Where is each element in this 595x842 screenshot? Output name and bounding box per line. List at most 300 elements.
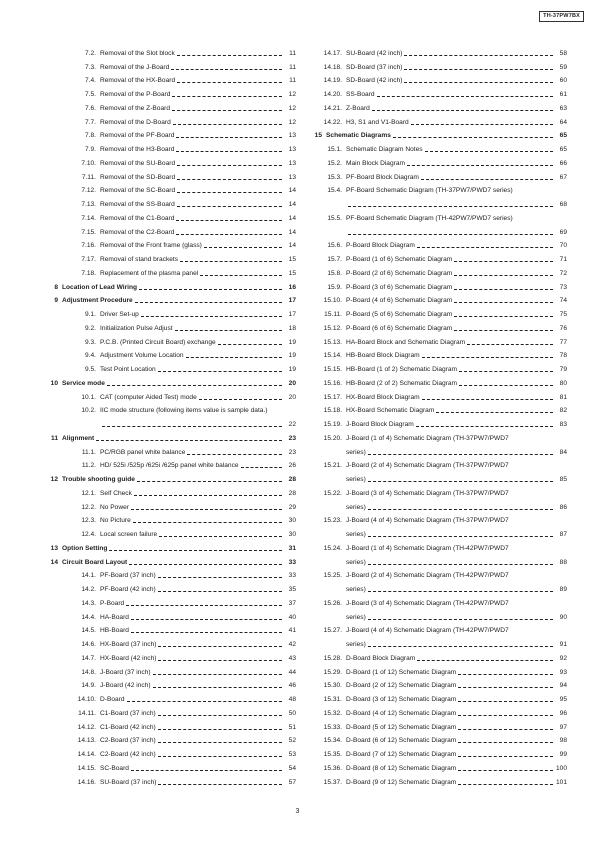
- toc-entry[interactable]: [46, 512, 296, 526]
- toc-entry[interactable]: [312, 154, 567, 168]
- toc-entry-continuation[interactable]: [46, 415, 296, 429]
- toc-entry[interactable]: [46, 99, 296, 113]
- toc-entry-page: 28: [288, 489, 296, 497]
- toc-entry-number: 7.13.: [81, 201, 96, 208]
- toc-entry-title: C1-Board (42 inch): [100, 723, 156, 731]
- toc-entry-page: 17: [288, 297, 296, 305]
- toc-entry-number: 12.3.: [81, 517, 96, 525]
- toc-entry-page: 35: [288, 586, 296, 593]
- toc-dot-leader: [422, 357, 553, 358]
- toc-entry[interactable]: [312, 429, 567, 443]
- toc-entry-page: 96: [559, 709, 567, 717]
- toc-entry-page: 18: [288, 324, 296, 332]
- toc-entry-page: 43: [288, 654, 296, 662]
- toc-entry-title: Removal of the H3-Board: [100, 146, 175, 153]
- toc-entry-page: 65: [559, 132, 567, 140]
- toc-entry[interactable]: [312, 360, 567, 374]
- toc-entry[interactable]: [46, 168, 296, 182]
- toc-entry-title: Removal of the PF-Board: [100, 132, 175, 140]
- toc-entry-page: 89: [559, 586, 567, 593]
- toc-entry[interactable]: [46, 388, 296, 402]
- toc-entry-title: J-Board (42 inch): [100, 682, 151, 690]
- toc-entry-page: 13: [288, 173, 296, 181]
- toc-entry-number: 10.1.: [81, 393, 96, 401]
- toc-entry[interactable]: [312, 663, 567, 677]
- toc-entry-number: 10: [50, 379, 58, 387]
- toc-entry[interactable]: [312, 677, 567, 691]
- toc-entry-number: 9.4.: [85, 352, 96, 360]
- toc-entry-page: 30: [288, 517, 296, 525]
- toc-entry-page: 13: [288, 159, 296, 167]
- toc-entry-page: 31: [288, 544, 296, 552]
- toc-entry[interactable]: [312, 567, 567, 581]
- toc-entry[interactable]: [312, 250, 567, 264]
- toc-entry-page: 76: [559, 324, 567, 332]
- toc-entry-page: 95: [559, 696, 567, 703]
- toc-chapter-entry[interactable]: [312, 127, 567, 141]
- toc-chapter-entry[interactable]: [46, 292, 296, 306]
- model-number-box: TH-37PW7BX: [539, 11, 584, 22]
- toc-entry-title: Trouble shooting guide: [62, 476, 135, 483]
- toc-entry[interactable]: [46, 347, 296, 361]
- toc-entry[interactable]: [46, 85, 296, 99]
- toc-entry[interactable]: [312, 209, 567, 223]
- toc-entry-page: 73: [559, 283, 567, 291]
- toc-entry-page: 19: [288, 352, 296, 360]
- toc-entry-page: 23: [288, 448, 296, 456]
- toc-dot-leader: [368, 481, 553, 482]
- toc-entry-title: SU-Board (37 inch): [100, 778, 157, 786]
- toc-entry-number: 7.4.: [85, 77, 96, 85]
- toc-entry[interactable]: [312, 484, 567, 498]
- toc-entry-page: 54: [288, 764, 296, 772]
- toc-chapter-entry[interactable]: [46, 278, 296, 292]
- toc-entry-title: series): [346, 503, 366, 511]
- toc-dot-leader: [458, 701, 553, 702]
- toc-dot-leader: [102, 426, 282, 427]
- toc-dot-leader: [141, 316, 282, 317]
- toc-entry[interactable]: [46, 457, 296, 471]
- toc-entry-title: D-Board (9 of 12) Schematic Diagram: [346, 778, 457, 786]
- toc-dot-leader: [218, 344, 282, 345]
- toc-dot-leader: [411, 124, 553, 125]
- toc-entry[interactable]: [46, 223, 296, 237]
- toc-chapter-entry[interactable]: [46, 429, 296, 443]
- toc-chapter-entry[interactable]: [46, 470, 296, 484]
- toc-entry-page: 64: [559, 118, 567, 126]
- toc-entry-page: 46: [288, 682, 296, 690]
- toc-entry-number: 14.2.: [81, 586, 96, 593]
- toc-entry[interactable]: [312, 85, 567, 99]
- toc-entry-number: 9.2.: [85, 324, 96, 332]
- toc-entry[interactable]: [46, 127, 296, 141]
- toc-entry-title: J-Board (3 of 4) Schematic Diagram (TH-37PW7/PWD7: [346, 489, 509, 497]
- toc-entry-number: 14.12.: [77, 723, 96, 731]
- toc-entry[interactable]: [312, 415, 567, 429]
- toc-entry[interactable]: [46, 580, 296, 594]
- toc-entry[interactable]: [312, 732, 567, 746]
- toc-entry-title: D-Board: [100, 696, 125, 703]
- toc-entry-number: 15.1.: [327, 146, 342, 153]
- toc-dot-leader: [416, 426, 553, 427]
- toc-entry[interactable]: [46, 745, 296, 759]
- toc-entry-number: 15.8.: [327, 269, 342, 277]
- toc-entry-continuation[interactable]: [312, 223, 567, 237]
- toc-entry-number: 15.28.: [323, 654, 342, 662]
- toc-entry[interactable]: [312, 319, 567, 333]
- toc-entry[interactable]: [312, 182, 567, 196]
- toc-entry-title: C2-Board (42 inch): [100, 751, 156, 758]
- toc-entry[interactable]: [312, 278, 567, 292]
- toc-entry-title: Removal of the Z-Board: [100, 104, 170, 112]
- toc-dot-leader: [177, 165, 282, 166]
- toc-entry-page: 85: [559, 476, 567, 483]
- toc-entry[interactable]: [46, 759, 296, 773]
- toc-entry-number: 7.18.: [81, 269, 96, 277]
- toc-entry-title: D-Board (4 of 12) Schematic Diagram: [346, 709, 457, 717]
- toc-entry-page: 50: [288, 709, 296, 717]
- toc-entry[interactable]: [312, 140, 567, 154]
- toc-entry[interactable]: [46, 402, 296, 416]
- toc-entry[interactable]: [312, 374, 567, 388]
- toc-entry-number: 15.13.: [323, 338, 342, 346]
- toc-entry-number: 14.1.: [81, 572, 96, 580]
- toc-entry-page: 98: [559, 737, 567, 745]
- toc-entry-page: 53: [288, 751, 296, 758]
- toc-entry-page: 92: [559, 654, 567, 662]
- toc-entry-page: 72: [559, 269, 567, 277]
- toc-entry[interactable]: [312, 237, 567, 251]
- toc-dot-leader: [454, 275, 553, 276]
- toc-entry[interactable]: [312, 292, 567, 306]
- toc-dot-leader: [137, 481, 282, 482]
- toc-entry[interactable]: [312, 649, 567, 663]
- toc-entry[interactable]: [46, 58, 296, 72]
- toc-entry-page: 87: [559, 531, 567, 538]
- toc-entry[interactable]: [46, 237, 296, 251]
- toc-dot-leader: [131, 509, 282, 510]
- toc-entry-page: 14: [288, 201, 296, 208]
- toc-entry-number: 14.18.: [323, 63, 342, 71]
- toc-entry-continuation[interactable]: [312, 580, 567, 594]
- toc-entry-title: Removal of the P-Board: [100, 91, 171, 98]
- toc-entry-title: series): [346, 613, 366, 621]
- toc-entry-continuation[interactable]: [312, 525, 567, 539]
- toc-dot-leader: [454, 289, 553, 290]
- toc-entry-number: 11.2.: [81, 462, 96, 470]
- toc-entry-page: 33: [288, 558, 296, 566]
- toc-dot-leader: [454, 330, 553, 331]
- toc-entry-title: P-Board (4 of 6) Schematic Diagram: [346, 297, 453, 305]
- toc-entry-number: 7.7.: [85, 118, 96, 126]
- toc-dot-leader: [177, 192, 282, 193]
- toc-entry-number: 15.19.: [323, 421, 342, 428]
- toc-entry-title: P-Board Block Diagram: [346, 242, 415, 250]
- toc-entry[interactable]: [46, 140, 296, 154]
- toc-dot-leader: [131, 770, 282, 771]
- toc-entry-number: 15.17.: [323, 393, 342, 401]
- toc-entry-title: J-Board (1 of 4) Schematic Diagram (TH-37PW7/PWD7: [346, 434, 509, 442]
- toc-entry-title: HB-Board (2 of 2) Schematic Diagram: [346, 379, 458, 387]
- toc-entry-page: 37: [288, 599, 296, 607]
- toc-entry[interactable]: [46, 195, 296, 209]
- toc-entry-title: Removal of the SS-Board: [100, 201, 175, 208]
- toc-entry-number: 15.34.: [323, 737, 342, 745]
- toc-entry-title: Removal of the HX-Board: [100, 77, 176, 85]
- toc-entry-title: SU-Board (42 inch): [346, 49, 403, 57]
- toc-entry-page: 77: [559, 338, 567, 346]
- toc-dot-leader: [176, 220, 282, 221]
- toc-entry[interactable]: [46, 44, 296, 58]
- toc-entry[interactable]: [46, 264, 296, 278]
- toc-dot-leader: [377, 96, 553, 97]
- toc-entry-title: Option Setting: [62, 544, 108, 552]
- toc-entry[interactable]: [46, 635, 296, 649]
- toc-entry[interactable]: [46, 319, 296, 333]
- toc-entry[interactable]: [46, 649, 296, 663]
- toc-entry-page: 82: [559, 407, 567, 415]
- toc-entry-title: HX-Board (42 inch): [100, 654, 157, 662]
- toc-entry[interactable]: [46, 567, 296, 581]
- toc-entry-number: 14.11.: [78, 709, 96, 717]
- toc-entry-page: 74: [559, 297, 567, 305]
- toc-dot-leader: [171, 69, 282, 70]
- toc-entry-number: 12: [50, 476, 58, 483]
- toc-entry[interactable]: [312, 773, 567, 787]
- toc-entry[interactable]: [312, 622, 567, 636]
- toc-entry[interactable]: [312, 333, 567, 347]
- toc-entry-number: 15: [314, 132, 322, 140]
- toc-dot-leader: [459, 371, 553, 372]
- toc-dot-leader: [458, 742, 553, 743]
- toc-entry-title: Circuit Board Layout: [62, 558, 128, 566]
- toc-dot-leader: [177, 206, 282, 207]
- toc-entry[interactable]: [46, 663, 296, 677]
- toc-entry[interactable]: [46, 594, 296, 608]
- toc-entry-title: series): [346, 476, 366, 483]
- toc-entry-title: J-Board (37 inch): [100, 668, 151, 676]
- toc-entry-title: Alignment: [62, 434, 95, 442]
- toc-entry-number: 15.31.: [323, 696, 342, 703]
- toc-dot-leader: [458, 715, 553, 716]
- toc-entry[interactable]: [312, 58, 567, 72]
- toc-entry-number: 15.15.: [323, 366, 342, 373]
- toc-entry-continuation[interactable]: [312, 498, 567, 512]
- toc-entry-number: 14.4.: [81, 613, 96, 621]
- toc-dot-leader: [454, 302, 553, 303]
- toc-entry-page: 65: [559, 146, 567, 153]
- toc-entry[interactable]: [46, 443, 296, 457]
- toc-entry[interactable]: [46, 525, 296, 539]
- toc-entry[interactable]: [312, 347, 567, 361]
- toc-entry[interactable]: [312, 512, 567, 526]
- toc-entry[interactable]: [312, 264, 567, 278]
- toc-entry-number: 14.3.: [81, 599, 96, 607]
- toc-entry[interactable]: [46, 182, 296, 196]
- toc-entry-title: D-Board (2 of 12) Schematic Diagram: [346, 682, 457, 690]
- toc-entry-title: J-Board (2 of 4) Schematic Diagram (TH-37PW7/PWD7: [346, 462, 509, 470]
- toc-entry[interactable]: [46, 608, 296, 622]
- toc-entry-number: 7.17.: [81, 256, 96, 263]
- toc-entry-title: PF-Board (42 inch): [100, 586, 156, 593]
- toc-entry-number: 15.7.: [327, 256, 342, 263]
- toc-entry-title: D-Board (1 of 12) Schematic Diagram: [346, 668, 457, 676]
- toc-entry[interactable]: [312, 539, 567, 553]
- toc-entry-title: D-Board (3 of 12) Schematic Diagram: [346, 696, 457, 703]
- toc-entry[interactable]: [46, 484, 296, 498]
- toc-entry-number: 15.21.: [323, 462, 342, 470]
- toc-entry-number: 15.9.: [327, 283, 342, 291]
- toc-entry[interactable]: [312, 594, 567, 608]
- toc-dot-leader: [127, 701, 282, 702]
- toc-dot-leader: [176, 234, 282, 235]
- toc-chapter-entry[interactable]: [46, 553, 296, 567]
- toc-entry-title: HA-Board Block and Schematic Diagram: [346, 338, 466, 346]
- toc-entry[interactable]: [46, 154, 296, 168]
- toc-entry-number: 15.3.: [327, 173, 342, 181]
- toc-entry-continuation[interactable]: [312, 443, 567, 457]
- toc-dot-leader: [467, 344, 553, 345]
- toc-entry[interactable]: [46, 305, 296, 319]
- toc-dot-leader: [425, 151, 553, 152]
- toc-dot-leader: [153, 687, 282, 688]
- toc-entry[interactable]: [312, 44, 567, 58]
- toc-dot-leader: [177, 55, 282, 56]
- toc-dot-leader: [200, 275, 282, 276]
- toc-entry[interactable]: [46, 498, 296, 512]
- toc-dot-leader: [126, 605, 282, 606]
- toc-entry[interactable]: [46, 704, 296, 718]
- toc-entry-page: 16: [288, 283, 296, 291]
- toc-entry-title: Adjustment Procedure: [62, 297, 133, 305]
- toc-dot-leader: [241, 467, 282, 468]
- toc-entry-page: 13: [288, 146, 296, 153]
- toc-entry-number: 15.20.: [323, 434, 342, 442]
- toc-entry[interactable]: [312, 745, 567, 759]
- toc-dot-leader: [158, 646, 282, 647]
- toc-entry[interactable]: [312, 759, 567, 773]
- toc-entry[interactable]: [312, 457, 567, 471]
- toc-entry-number: 7.9.: [85, 146, 96, 153]
- toc-entry-page: 75: [559, 311, 567, 318]
- toc-entry[interactable]: [46, 360, 296, 374]
- toc-entry-page: 11: [289, 49, 296, 57]
- toc-entry-page: 97: [559, 723, 567, 731]
- toc-entry-number: 14.21.: [323, 104, 342, 112]
- toc-dot-leader: [158, 660, 282, 661]
- toc-entry-number: 13: [50, 544, 58, 552]
- toc-entry[interactable]: [46, 773, 296, 787]
- toc-entry-title: H3, S1 and V1-Board: [346, 118, 409, 126]
- toc-entry-number: 15.6.: [327, 242, 342, 250]
- toc-dot-leader: [368, 454, 553, 455]
- toc-entry-number: 15.23.: [323, 517, 342, 525]
- toc-column-left: [46, 44, 296, 787]
- toc-dot-leader: [107, 385, 282, 386]
- toc-entry[interactable]: [46, 250, 296, 264]
- toc-dot-leader: [159, 536, 282, 537]
- toc-entry-page: 26: [288, 462, 296, 470]
- toc-dot-leader: [158, 715, 282, 716]
- toc-entry-title: J-Board (2 of 4) Schematic Diagram (TH-42PW7/PWD7: [346, 572, 509, 580]
- toc-entry[interactable]: [312, 402, 567, 416]
- toc-entry-number: 7.8.: [85, 132, 96, 140]
- toc-entry[interactable]: [46, 690, 296, 704]
- toc-entry-number: 9.3.: [85, 338, 96, 346]
- toc-entry-page: 80: [559, 379, 567, 387]
- toc-entry-number: 14.15.: [77, 764, 96, 772]
- toc-entry[interactable]: [312, 113, 567, 127]
- toc-entry[interactable]: [312, 718, 567, 732]
- toc-entry-page: 68: [559, 201, 567, 208]
- toc-dot-leader: [458, 756, 553, 757]
- toc-dot-leader: [417, 247, 553, 248]
- toc-entry[interactable]: [312, 704, 567, 718]
- toc-entry[interactable]: [312, 388, 567, 402]
- toc-dot-leader: [129, 564, 282, 565]
- toc-entry-page: 66: [559, 159, 567, 167]
- toc-entry[interactable]: [312, 305, 567, 319]
- toc-entry-title: Removal of the Front frame (glass): [100, 242, 202, 250]
- toc-entry[interactable]: [312, 690, 567, 704]
- toc-entry-continuation[interactable]: [312, 635, 567, 649]
- toc-entry[interactable]: [46, 622, 296, 636]
- toc-entry-title: Local screen failure: [100, 531, 158, 538]
- toc-entry[interactable]: [46, 72, 296, 86]
- toc-entry[interactable]: [312, 72, 567, 86]
- toc-entry-continuation[interactable]: [312, 608, 567, 622]
- toc-entry-title: CAT (computer Aided Test) mode: [100, 393, 197, 401]
- toc-entry-page: 11: [289, 63, 296, 71]
- toc-entry-continuation[interactable]: [312, 195, 567, 209]
- toc-chapter-entry[interactable]: [46, 539, 296, 553]
- toc-entry-title: J-Board (1 of 4) Schematic Diagram (TH-42PW7/PWD7: [346, 544, 509, 552]
- toc-entry[interactable]: [46, 718, 296, 732]
- toc-dot-leader: [368, 591, 553, 592]
- toc-entry-continuation[interactable]: [312, 553, 567, 567]
- toc-chapter-entry[interactable]: [46, 374, 296, 388]
- toc-entry-number: 14.5.: [81, 627, 96, 635]
- toc-dot-leader: [177, 179, 282, 180]
- toc-entry[interactable]: [312, 168, 567, 182]
- toc-entry-page: 23: [288, 434, 296, 442]
- toc-entry-number: 11.1.: [81, 448, 96, 456]
- toc-dot-leader: [436, 412, 553, 413]
- toc-entry-number: 15.16.: [323, 379, 342, 387]
- toc-entry-title: HA-Board: [100, 613, 129, 621]
- toc-entry-continuation[interactable]: [312, 470, 567, 484]
- toc-entry-page: 15: [288, 269, 296, 277]
- toc-entry-page: 12: [288, 104, 296, 112]
- toc-entry[interactable]: [46, 677, 296, 691]
- toc-dot-leader: [131, 632, 282, 633]
- toc-entry-number: 12.2.: [81, 503, 96, 511]
- toc-entry-title: Initialization Pulse Adjust: [100, 324, 173, 332]
- toc-dot-leader: [158, 742, 282, 743]
- toc-entry[interactable]: [312, 99, 567, 113]
- toc-entry[interactable]: [46, 209, 296, 223]
- toc-entry[interactable]: [46, 732, 296, 746]
- toc-entry-number: 14.20.: [323, 91, 342, 98]
- toc-entry-page: 84: [559, 448, 567, 456]
- toc-entry[interactable]: [46, 333, 296, 347]
- toc-entry-title: HD/ 525i /525p /625i /625p panel white balance: [100, 462, 239, 470]
- toc-entry-page: 19: [288, 338, 296, 346]
- toc-dot-leader: [177, 82, 282, 83]
- toc-entry-page: 67: [559, 173, 567, 181]
- toc-entry[interactable]: [46, 113, 296, 127]
- toc-entry-number: 7.2.: [85, 49, 96, 57]
